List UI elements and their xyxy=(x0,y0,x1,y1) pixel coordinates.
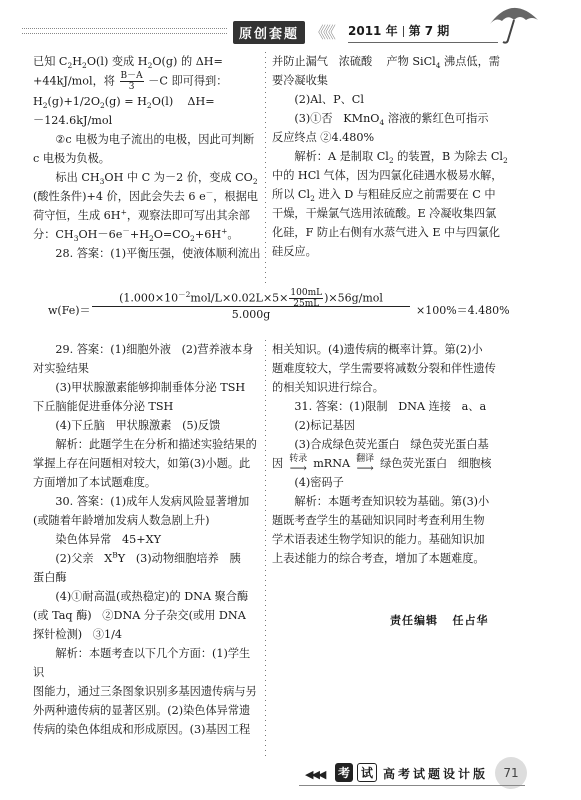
issue-number: 第 7 期 xyxy=(408,24,450,38)
text-line: 上表述能力的综合考查，增加了本题难度。 xyxy=(272,552,485,565)
editor-credit: 责任编辑 任占华 xyxy=(390,614,489,627)
issue-label xyxy=(348,22,449,39)
header-underline xyxy=(348,42,498,43)
text-line: 31. 答案：(1)限制 DNA 连接 a、a xyxy=(294,400,487,413)
text-line: 传病的染色体组成和形成原因。(3)基因工程 xyxy=(33,723,251,736)
formula-numerator: ($1.000\times 10^{-2}mol/L\times 0.02L\times 5\times$ $\frac{100mL}{25mL}$ )×56g/mol xyxy=(119,288,383,309)
text-line: $H_2(g)+1/2O_2(g) = H_2O(l)$ ΔH= xyxy=(33,95,215,111)
text-line: 因 转录 ⟶ mRNA 翻译 ⟶ 绿色荧光蛋白 细胞核 xyxy=(272,454,492,475)
formula-rhs: ×100%＝4.480% xyxy=(416,304,510,317)
text-line: 题难度较大，学生需要将减数分裂和伴性遗传 xyxy=(272,362,496,375)
text-line: 干燥，干燥氯气选用浓硫酸。E 冷凝收集四氯 xyxy=(272,207,497,220)
text-line: 探针检测) ③1/4 xyxy=(33,628,122,641)
text-line: 分：$CH_3OH-6e^-+H_2O=CO_2+6H^+$。 xyxy=(33,226,239,244)
text-line: (2)Al、P、Cl xyxy=(294,93,364,106)
column-divider xyxy=(261,340,269,760)
text-line: 解析：本题考查知识较为基础。第(3)小 xyxy=(294,495,490,508)
arrow-left-icon: ◀◀◀ xyxy=(305,768,325,781)
fraction-bar xyxy=(92,306,410,307)
text-line: (2)标记基因 xyxy=(294,419,355,432)
text-line: 外两种遗传病的显著区别。(2)染色体异常遗 xyxy=(33,704,251,717)
text-line: (4)下丘脑 甲状腺激素 (5)反馈 xyxy=(55,419,221,432)
text-line: (酸性条件)+4 价，因此会失去 6 e－，根据电 xyxy=(33,188,258,203)
text-line: 解析：此题学生在分析和描述实验结果的 xyxy=(55,438,257,451)
text-line: 反应终点 ②4.480% xyxy=(272,131,375,144)
text-line: 解析：A 是制取 $Cl_2$ 的装置，B 为除去 $Cl_2$ xyxy=(294,150,508,166)
text-line: 已知 $C_2H_2O(l)$ 变成 $H_2O(g)$ 的 ΔH= xyxy=(33,55,223,71)
text-line: 相关知识。(4)遗传病的概率计算。第(2)小 xyxy=(272,343,483,356)
text-line: 学术语表述生物学知识的能力。基础知识加 xyxy=(272,533,485,546)
text-line: 下丘脑能促进垂体分泌 TSH xyxy=(33,400,174,413)
text-line: 化硅，F 防止右侧有水蒸气进入 E 中与四氯化 xyxy=(272,226,500,239)
column-left-top xyxy=(33,52,261,263)
text-line: 图能力，通过三条图象识别多基因遗传病与另 xyxy=(33,685,257,698)
chevron-decoration: 《《《 xyxy=(310,23,334,42)
formula-block xyxy=(40,286,540,334)
footer-rule xyxy=(299,785,525,786)
column-left-bottom xyxy=(33,340,261,739)
text-line: (4)①耐高温(或热稳定)的 DNA 聚合酶 xyxy=(55,590,249,603)
column-right-bottom xyxy=(272,340,540,568)
column-divider xyxy=(261,52,269,284)
brand-mark-1: 考 xyxy=(335,763,353,782)
text-line: 方面增加了本试题难度。 xyxy=(33,476,157,489)
text-line: c 电极为负极。 xyxy=(33,152,110,165)
text-line: ②c 电极为电子流出的电极，因此可判断 xyxy=(55,133,255,146)
text-line: 29. 答案：(1)细胞外液 (2)营养液本身 xyxy=(55,343,254,356)
formula-denominator: 5.000g xyxy=(231,308,271,321)
text-line: 所以 $Cl_2$ 进入 D 与粗硅反应之前需要在 C 中 xyxy=(272,188,496,204)
text-line: 对实验结果 xyxy=(33,362,89,375)
text-line: 解析：本题考查以下几个方面：(1)学生识 xyxy=(33,647,251,679)
brand-mark-2: 试 xyxy=(357,763,377,782)
text-line: －124.6kJ/mol xyxy=(33,114,113,127)
text-line: (或随着年龄增加发病人数急剧上升) xyxy=(33,514,210,527)
text-line: (4)密码子 xyxy=(294,476,344,489)
text-line: 蛋白酶 xyxy=(33,571,67,584)
text-line: (2)父亲 $X^BY$ (3)动物细胞培养 胰 xyxy=(55,550,241,565)
text-line: 要冷凝收集 xyxy=(272,74,328,87)
text-line: 标出 $CH_3OH$ 中 C 为－2 价，变成 $CO_2$ xyxy=(55,171,258,187)
text-line: +44kJ/mol，将 $\frac{B-A}{3}$ －C 即可得到： xyxy=(33,71,228,92)
text-line: 28. 答案：(1)平衡压强，使液体顺利流出 xyxy=(55,247,261,260)
text-line: 的相关知识进行综合。 xyxy=(272,381,384,394)
issue-year: 2011 年 xyxy=(348,24,398,38)
umbrella-icon xyxy=(482,0,542,46)
formula-lhs: w(Fe)＝ xyxy=(48,304,91,317)
text-line: 硅反应。 xyxy=(272,245,317,258)
text-line: 并防止漏气 浓硫酸 产物 SiCl$_4$ 沸点低，需 xyxy=(272,55,500,71)
section-badge: 原创套题 xyxy=(233,21,305,44)
page-number: 71 xyxy=(495,757,527,789)
column-right-top xyxy=(272,52,540,261)
text-line: 染色体异常 45+XY xyxy=(55,533,161,546)
text-line: 掌握上存在问题相对较大，如第(3)小题。此 xyxy=(33,457,251,470)
text-line: (3)甲状腺激素能够抑制垂体分泌 TSH xyxy=(55,381,246,394)
text-line: (3)合成绿色荧光蛋白 绿色荧光蛋白基 xyxy=(294,438,489,451)
header-rule xyxy=(22,28,227,34)
text-line: (3)①否 KMnO$_4$ 溶液的紫红色可指示 xyxy=(294,112,489,128)
text-line: 题既考查学生的基础知识同时考查利用生物 xyxy=(272,514,485,527)
publication-title: 高考试题设计版 xyxy=(383,767,489,781)
text-line: (或 Taq 酶) ②DNA 分子杂交(或用 DNA xyxy=(33,609,246,622)
text-line: 30. 答案：(1)成年人发病风险显著增加 xyxy=(55,495,250,508)
text-line: 荷守恒，生成 6H+，观察法即可写出其余部 xyxy=(33,207,250,222)
text-line: 中的 HCl 气体，因为四氯化硅遇水极易水解， xyxy=(272,169,503,182)
